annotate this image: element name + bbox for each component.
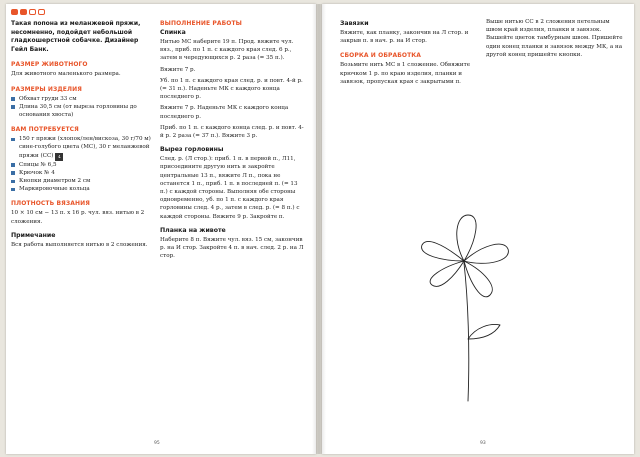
list-item (11, 135, 153, 160)
note-heading: Примечание (11, 231, 56, 239)
dims-heading: РАЗМЕРЫ ИЗДЕЛИЯ (11, 85, 82, 93)
left-column-1 (11, 18, 153, 252)
list-item: Обхват груди 33 см (11, 95, 153, 103)
note-text: Вся работа выполняется нитью в 2 сложения. (11, 241, 148, 248)
gauge-heading: ПЛОТНОСТЬ ВЯЗАНИЯ (11, 200, 90, 208)
work-heading: ВЫПОЛНЕНИЕ РАБОТЫ (160, 20, 242, 27)
ties-text: Вяжите, как планку, закончив на Л стор. и закрыв п. в нач. р. на И стор. (340, 30, 469, 45)
back-paragraph: Вяжите 7 р. (160, 66, 196, 73)
ties-heading: Завязки (340, 20, 369, 27)
belly-text: Наберите 8 п. Вяжите чул. вяз. 15 см, закончив р. на И стор. Закройте 4 п. в нач. след. 2 р. на Л стор. (160, 236, 304, 260)
yarn-weight-icon: 4 (55, 153, 63, 161)
list-item: Кнопки диаметром 2 см (11, 177, 153, 185)
needs-list (11, 135, 153, 193)
flower-petal (464, 261, 492, 297)
assembly-text: Возьмите нить МС в 1 сложение. Обвяжите крючком 1 р. по краю изделия, планки и завязок, пропуская края с закрытыми п. (340, 62, 471, 85)
yarn-text: 150 г пряжи (хлопок/лен/вискоза, 30 г/70 м) синe-голубого цвета (МС), 30 г меланжевой пряжи (СС) (19, 136, 151, 159)
flower-petal (430, 261, 464, 286)
difficulty-dot (38, 9, 45, 15)
back-heading: Спинка (160, 29, 186, 36)
left-column-2 (160, 18, 304, 263)
neck-heading: Вырез горловины (160, 146, 224, 154)
list-item: Длина 30,5 см (от выреза горловины до основания хвоста) (11, 103, 153, 119)
flower-embroidery-diagram (412, 209, 532, 409)
needs-heading: ВАМ ПОТРЕБУЕТСЯ (11, 126, 79, 134)
belly-heading: Планка на животе (160, 226, 226, 234)
dims-list (11, 95, 153, 120)
difficulty-dot (11, 9, 18, 15)
embroidery-text: Выше нитью СС в 2 сложения петельным швом край изделия, планки и завязок. Вышейте цветок тамбурным швом. Пришейте один конец планки и завязок между МК, а на другой конец пришейте кнопки. (486, 19, 623, 58)
back-paragraph: Вяжите 7 р. Наденьте МК с каждого конца последнего р. (160, 105, 289, 120)
size-heading: РАЗМЕР ЖИВОТНОГО (11, 61, 88, 69)
list-item: Крючок № 4 (11, 169, 153, 177)
size-text: Для животного маленького размера. (11, 71, 121, 78)
intro-text: Такая попона из меланжевой пряжи, несомненно, подойдет небольшой гладкошерстной собачке. Дизайнер Гейл Банк. (11, 20, 141, 53)
flower-leaf (468, 325, 500, 339)
flower-stem (464, 263, 469, 401)
page-number: 95 (154, 441, 160, 446)
right-page (322, 4, 634, 454)
right-column-2 (486, 18, 626, 62)
back-paragraph: Приб. по 1 п. с каждого конца след. р. и повт. 4-й р. 2 раза (= 37 п.). Вяжите 3 р. (160, 124, 304, 140)
list-item: Маркировочные кольца (11, 185, 153, 193)
difficulty-dot (20, 9, 27, 15)
difficulty-indicator (11, 9, 45, 15)
difficulty-dot (29, 9, 36, 15)
list-item: Спицы № 6,5 (11, 161, 153, 169)
right-column-1 (340, 18, 478, 89)
neck-text: След. р. (Л стор.): приб. 1 п. в первой п., Л11, присоедините другую нить и закройте центральные 13 п., вяжите Л п., пока не останется 1 п., приб. 1 п. в последней п. (= 13 п.) с каждой стороны. Выполняя обе стороны одновременно, уб. по 1 п. с каждого края горловины след. 4 р., затем в след. р. (= 8 п.) с каждой стороны. Вяжите 9 р. Закройте п. (160, 156, 300, 220)
back-paragraph: Уб. по 1 п. с каждого края след. р. и повт. 4-й р. (= 31 п.). Наденьте МК с каждого конца последнего р. (160, 77, 303, 101)
back-paragraph: Нитью МС наберите 19 п. Прод. вяжите чул. вяз., приб. по 1 п. с каждого края след. 6 р., затем в чередующихся р. 2 раза (= 35 п.). (160, 39, 294, 62)
page-number: 93 (480, 441, 486, 446)
left-page (6, 4, 316, 454)
assembly-heading: СБОРКА И ОБРАБОТКА (340, 52, 422, 60)
gauge-text: 10 × 10 см − 13 п. х 16 р. чул. вяз. нитью в 2 сложения. (11, 210, 145, 225)
